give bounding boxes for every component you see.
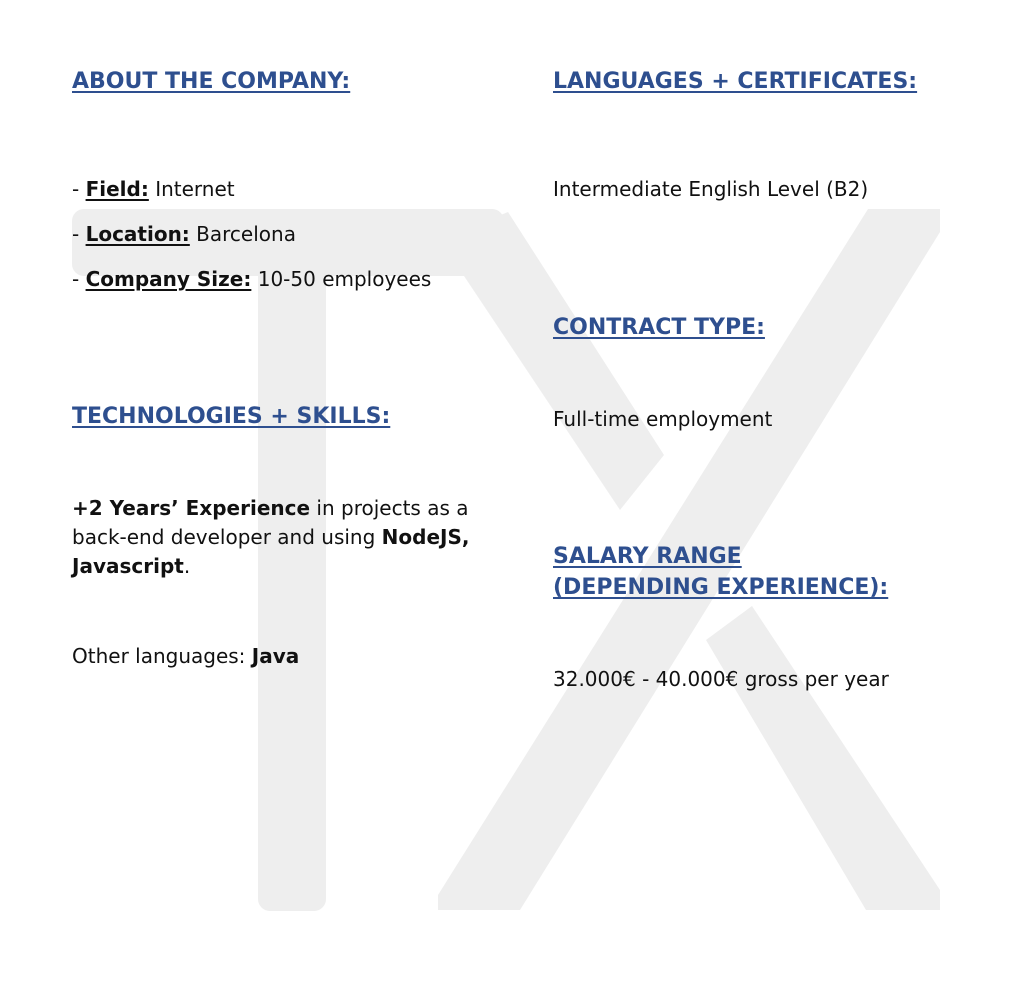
right-column	[553, 66, 973, 694]
languages-heading: LANGUAGES + CERTIFICATES:	[553, 69, 918, 94]
experience-tech: NodeJS, Javascript	[72, 525, 470, 578]
location-value: Barcelona	[189, 222, 296, 246]
field-item	[72, 175, 512, 220]
bullet-prefix: -	[72, 177, 86, 201]
contract-type-text: Full-time employment	[553, 407, 773, 431]
other-languages-value: Java	[251, 644, 300, 668]
other-languages	[72, 642, 512, 671]
bullet-prefix: -	[72, 267, 86, 291]
company-size-item	[72, 265, 512, 310]
company-size-label: Company Size:	[85, 267, 252, 291]
languages-text: Intermediate English Level (B2)	[553, 177, 869, 201]
location-item	[72, 220, 512, 265]
company-size-value: 10-50 employees	[251, 267, 432, 291]
salary-range-heading: SALARY RANGE (DEPENDING EXPERIENCE):	[553, 544, 889, 600]
bullet-prefix: -	[72, 222, 86, 246]
experience-text	[72, 494, 482, 581]
experience-end: .	[183, 554, 191, 578]
contract-type-heading: CONTRACT TYPE:	[553, 315, 765, 340]
salary-range-text: 32.000€ - 40.000€ gross per year	[553, 667, 889, 691]
field-value: Internet	[148, 177, 235, 201]
experience-bold: +2 Years’ Experience	[72, 496, 311, 520]
left-column	[72, 66, 512, 671]
location-label: Location:	[85, 222, 190, 246]
experience-desc: in projects as a back-end developer and using	[72, 496, 469, 549]
other-languages-label: Other languages:	[72, 644, 252, 668]
about-company-heading: ABOUT THE COMPANY:	[72, 69, 351, 94]
field-label: Field:	[85, 177, 149, 201]
technologies-heading: TECHNOLOGIES + SKILLS:	[72, 404, 391, 429]
